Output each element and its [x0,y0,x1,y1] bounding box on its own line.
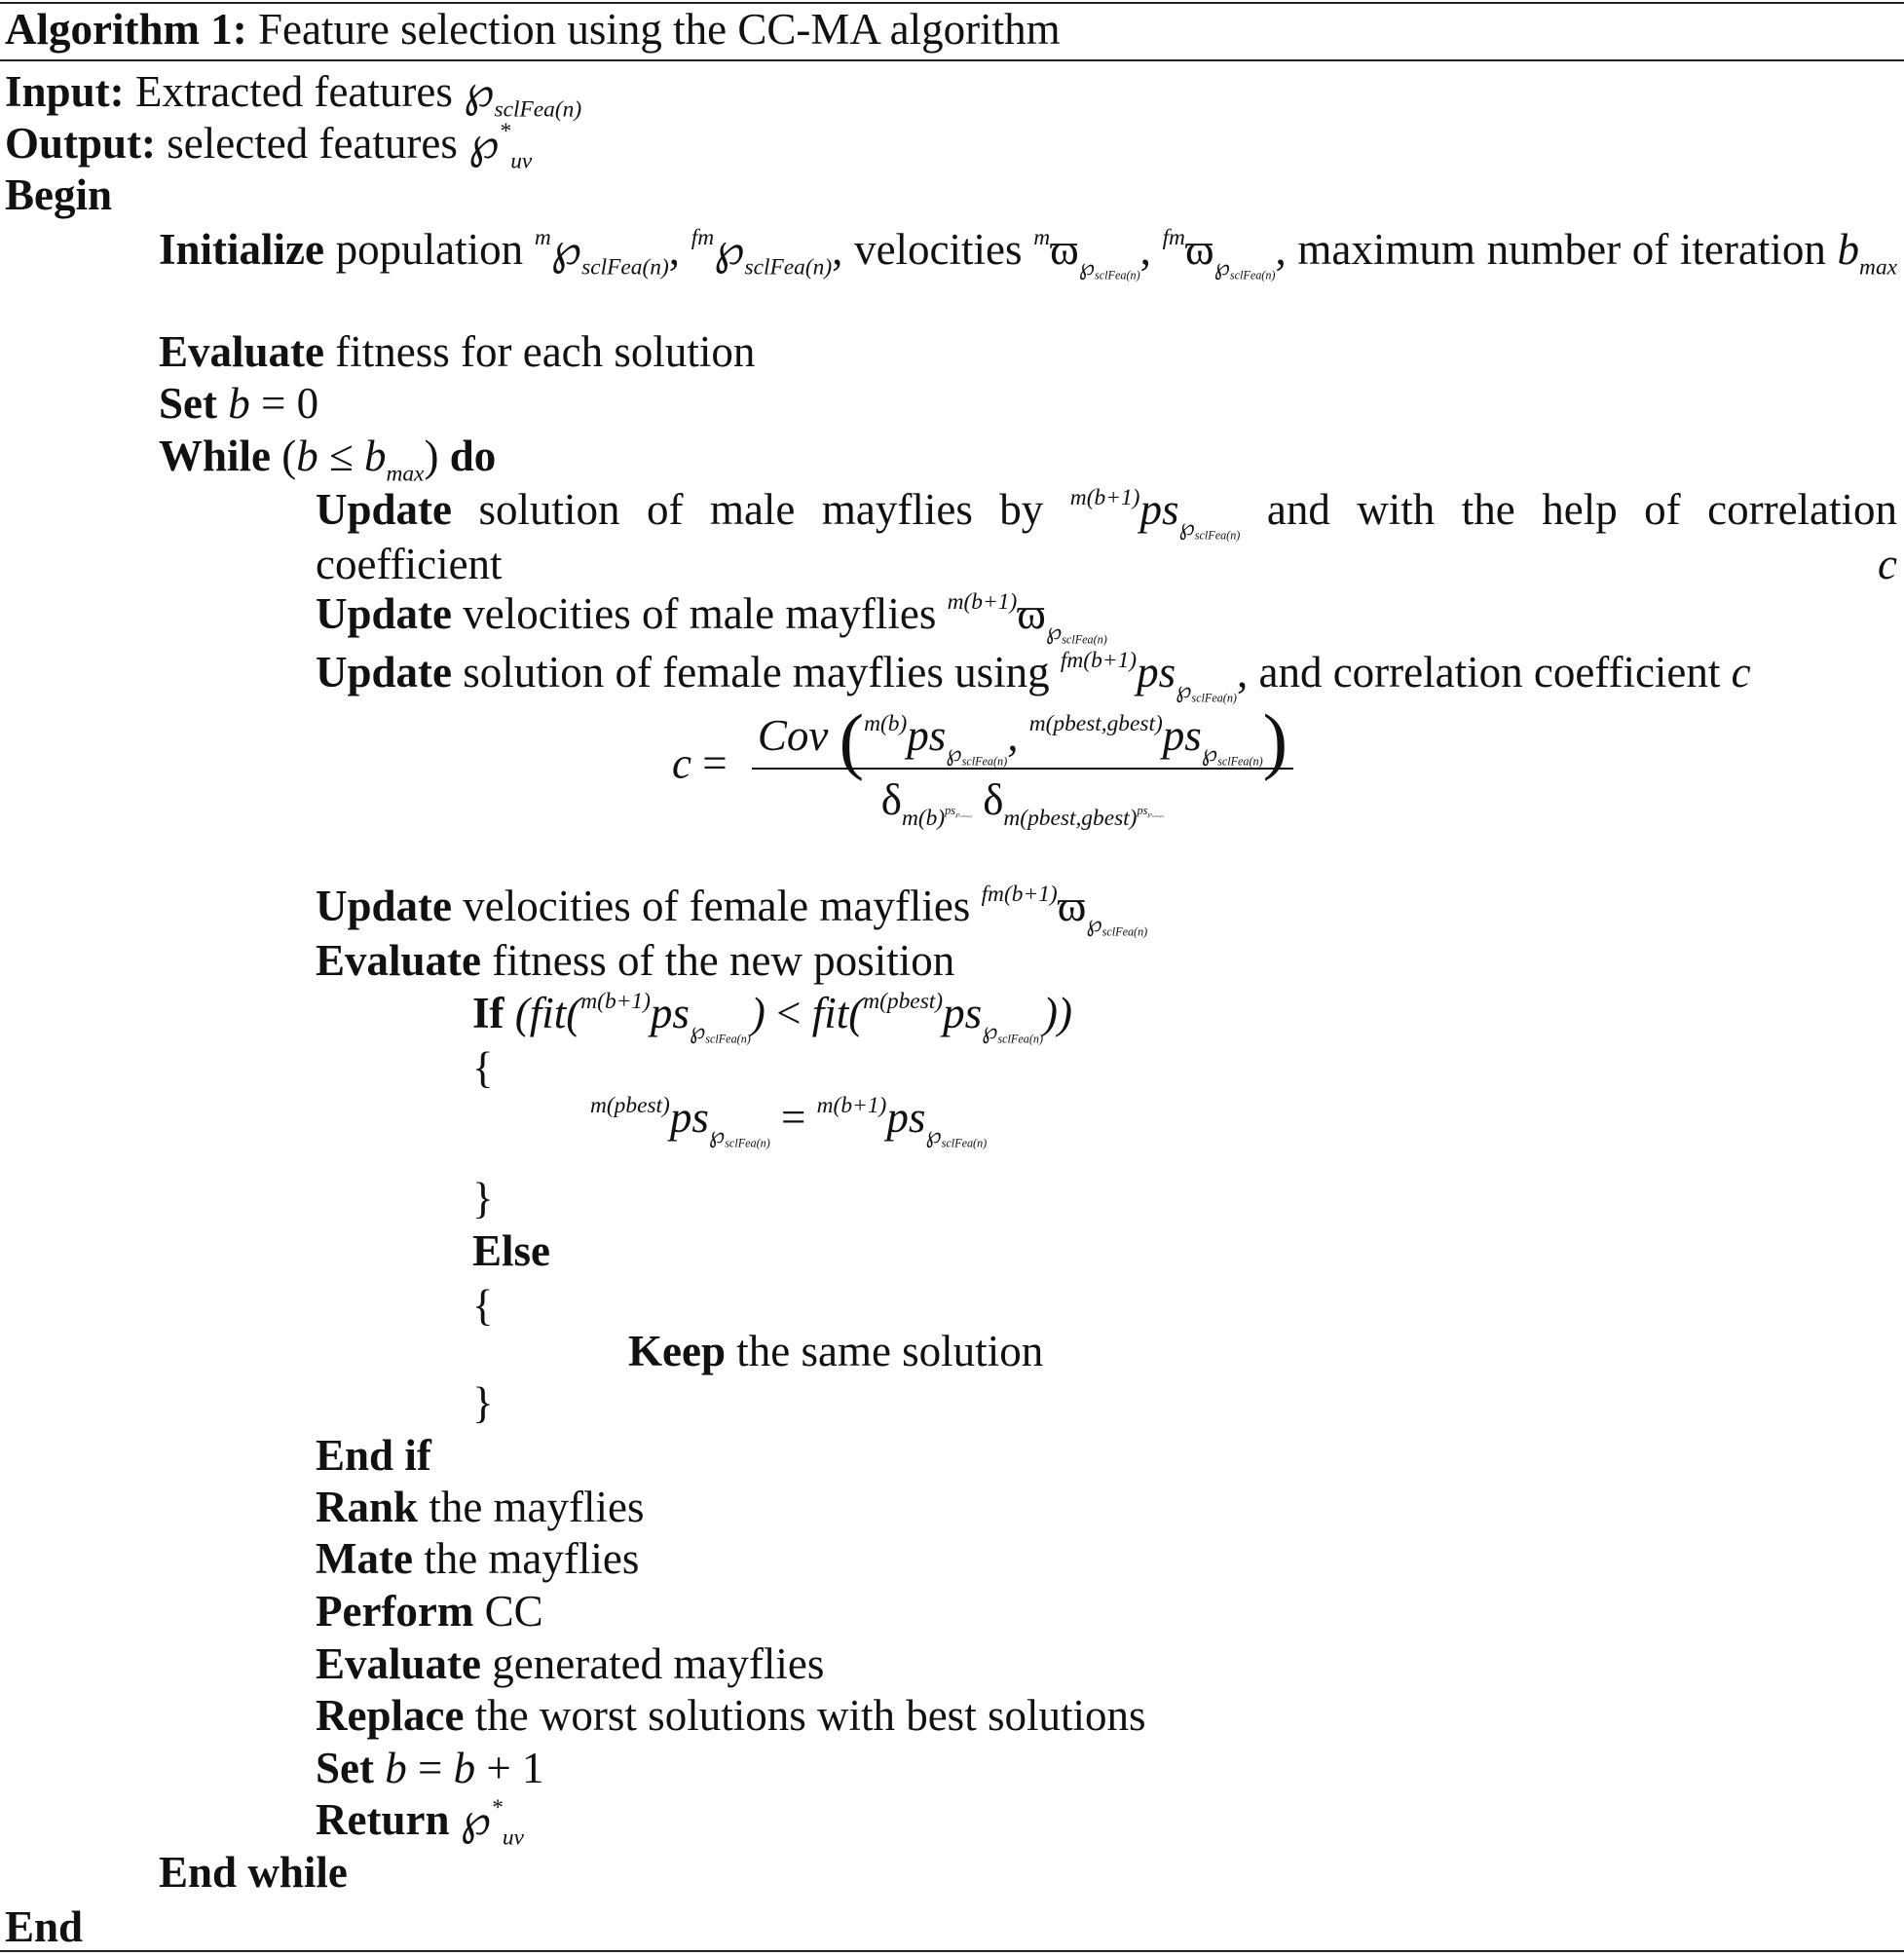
input-line [5,65,582,123]
evaluate-keyword: Evaluate [316,1639,482,1688]
correlation-fraction [752,698,1293,831]
mate-step [316,1532,639,1585]
plus-one: + 1 [486,1744,544,1792]
male-velocity-symbol: $^mϖ_{℘_{sclFea(n)}}$ [1033,225,1140,282]
if-close-brace: } [472,1174,494,1222]
update-female-velocity-step [316,880,1148,938]
update-male-text-2: and with the help of correlation coefficient [316,485,1898,588]
perform-keyword: Perform [316,1587,474,1636]
update-male-text-1: solution of male mayflies by [478,485,1044,534]
update-keyword: Update [316,485,453,534]
initialize-text-velocities: velocities [854,225,1023,274]
return-step [316,1793,524,1851]
while-keyword: While [159,432,272,480]
set-increment-step [316,1742,544,1794]
output-text: selected features [167,119,458,168]
output-label: Output: [5,119,157,168]
correlation-equation [672,698,1293,831]
while-bmax: $b_{max}$ [363,432,425,487]
evaluate-new-position-step [316,934,954,987]
keep-keyword: Keep [628,1327,726,1375]
bottom-rule [0,1950,1904,1952]
end-keyword: End [5,1902,84,1951]
replace-text: the worst solutions with best solutions [474,1691,1146,1740]
algorithm-label: Algorithm 1: [5,5,247,54]
c-symbol: c [1731,648,1751,696]
eq-sign: = [418,1744,443,1792]
female-next-solution-symbol: $^{fm(b+1)}ps_{℘_{sclFea(n)}}$ [1060,648,1237,704]
update-male-velocity-step [316,587,1107,646]
return-features-symbol: $℘^*_{uv}$ [460,1795,524,1851]
female-velocity-symbol: $^{fm}ϖ_{℘_{sclFea(n)}}$ [1162,225,1276,282]
std-denominator: $\delta_{m(b)^{ps_{℘_{sclFea(n)}}}}$ $\delta_{m(pbest,gbest)^{ps_{℘_{sclFea(n)}}}}$ [880,775,1165,831]
if-step [472,987,1072,1045]
initialize-keyword: Initialize [159,225,324,274]
do-keyword: do [449,432,497,480]
end-while-keyword: End while [159,1848,348,1897]
if-open-brace: { [472,1043,494,1092]
perform-text: CC [484,1587,543,1636]
else-keyword: Else [472,1226,551,1275]
male-next-solution-symbol: $^{m(b+1)}ps_{℘_{sclFea(n)}}$ [1069,485,1241,542]
b-symbol: b [385,1744,407,1792]
replace-step [316,1689,1145,1742]
update-female-text-1: solution of female mayflies using [463,648,1050,696]
evaluate-generated-text: generated mayflies [492,1639,825,1688]
algorithm-title [5,3,1061,56]
eq-c: c [672,738,691,788]
keep-step [628,1325,1043,1377]
while-b: b [296,432,318,480]
output-line [5,117,533,174]
update-keyword: Update [316,589,453,638]
header-rule [0,59,1904,61]
b-symbol: b [228,379,250,428]
initialize-step: Initialize population $^m℘_{sclFea(n)}$, $^{fm}℘_{sclFea(n)}$, velocities $^mϖ_{℘_{sclFea(n)}}$, $^{fm}ϖ_{℘_{sclFea(n)}}$, maximum number of iteration $b_{max}$ [159,225,1898,282]
set-b-zero-step [159,377,318,430]
update-keyword: Update [316,882,453,930]
le-symbol: ≤ [329,432,354,480]
female-population-symbol: $^{fm}℘_{sclFea(n)}$ [691,225,833,281]
b-symbol-rhs: b [453,1744,476,1792]
keep-text: the same solution [736,1327,1044,1375]
evaluate-text: fitness for each solution [335,327,756,376]
update-female-velocity-text: velocities of female mayflies [463,882,971,930]
update-female-solution-step [316,646,1751,704]
update-male-solution-step [316,482,1897,591]
initialize-text-max-iter: maximum number of iteration [1297,225,1826,274]
else-open-brace: { [472,1281,494,1330]
evaluate-keyword: Evaluate [316,936,482,985]
else-close-brace: } [472,1378,494,1427]
evaluate-new-text: fitness of the new position [492,936,955,985]
selected-features-symbol: $℘^*_{uv}$ [468,119,533,174]
mate-text: the mayflies [424,1534,640,1583]
algorithm-title-text: Feature selection using the CC-MA algorithm [257,5,1061,54]
input-label: Input: [5,67,125,116]
bmax-symbol: $b_{max}$ [1837,225,1898,281]
female-next-velocity-symbol: $^{fm(b+1)}ϖ_{℘_{sclFea(n)}}$ [981,882,1148,938]
features-symbol: $℘_{sclFea(n)}$ [464,67,582,123]
end-if-keyword: End if [316,1431,431,1480]
replace-keyword: Replace [316,1691,465,1740]
begin-keyword: Begin [5,170,113,219]
update-female-text-2: , and correlation coefficient [1236,648,1721,696]
while-step: While $(b \le b_{max})$ do [159,432,497,487]
eq-zero: = 0 [261,379,319,428]
input-text: Extracted features [134,67,453,116]
evaluate-fitness-step [159,325,755,378]
rank-text: the mayflies [429,1483,645,1531]
evaluate-keyword: Evaluate [159,327,325,376]
eq-sign: = [702,738,728,788]
update-keyword: Update [316,648,453,696]
covariance-numerator: Cov ($^{m(b)}ps_{℘_{sclFea(n)}}$, $^{m(pbest,gbest)}ps_{℘_{sclFea(n)}}$) [752,709,1293,770]
mate-keyword: Mate [316,1534,413,1583]
return-keyword: Return [316,1795,450,1844]
rank-step [316,1481,645,1533]
male-population-symbol: $^m℘_{sclFea(n)}$ [534,225,669,281]
perform-step [316,1585,543,1637]
rank-keyword: Rank [316,1483,419,1531]
male-next-velocity-symbol: $^{m(b+1)}ϖ_{℘_{sclFea(n)}}$ [947,589,1107,646]
update-male-velocity-text: velocities of male mayflies [463,589,937,638]
if-condition: $(fit(^{m(b+1)}ps_{℘_{sclFea(n)}}) < fit(^{m(pbest)}ps_{℘_{sclFea(n)}}))$ [514,989,1072,1045]
initialize-text-population: population [335,225,524,274]
pbest-assignment: $^{m(pbest)}ps_{℘_{sclFea(n)}} = ^{m(b+1)}ps_{℘_{sclFea(n)}}$ [590,1093,988,1149]
set-keyword: Set [316,1744,374,1792]
evaluate-generated-step [316,1637,824,1690]
if-keyword: If [472,989,504,1037]
c-symbol: c [1878,540,1897,588]
set-keyword: Set [159,379,217,428]
